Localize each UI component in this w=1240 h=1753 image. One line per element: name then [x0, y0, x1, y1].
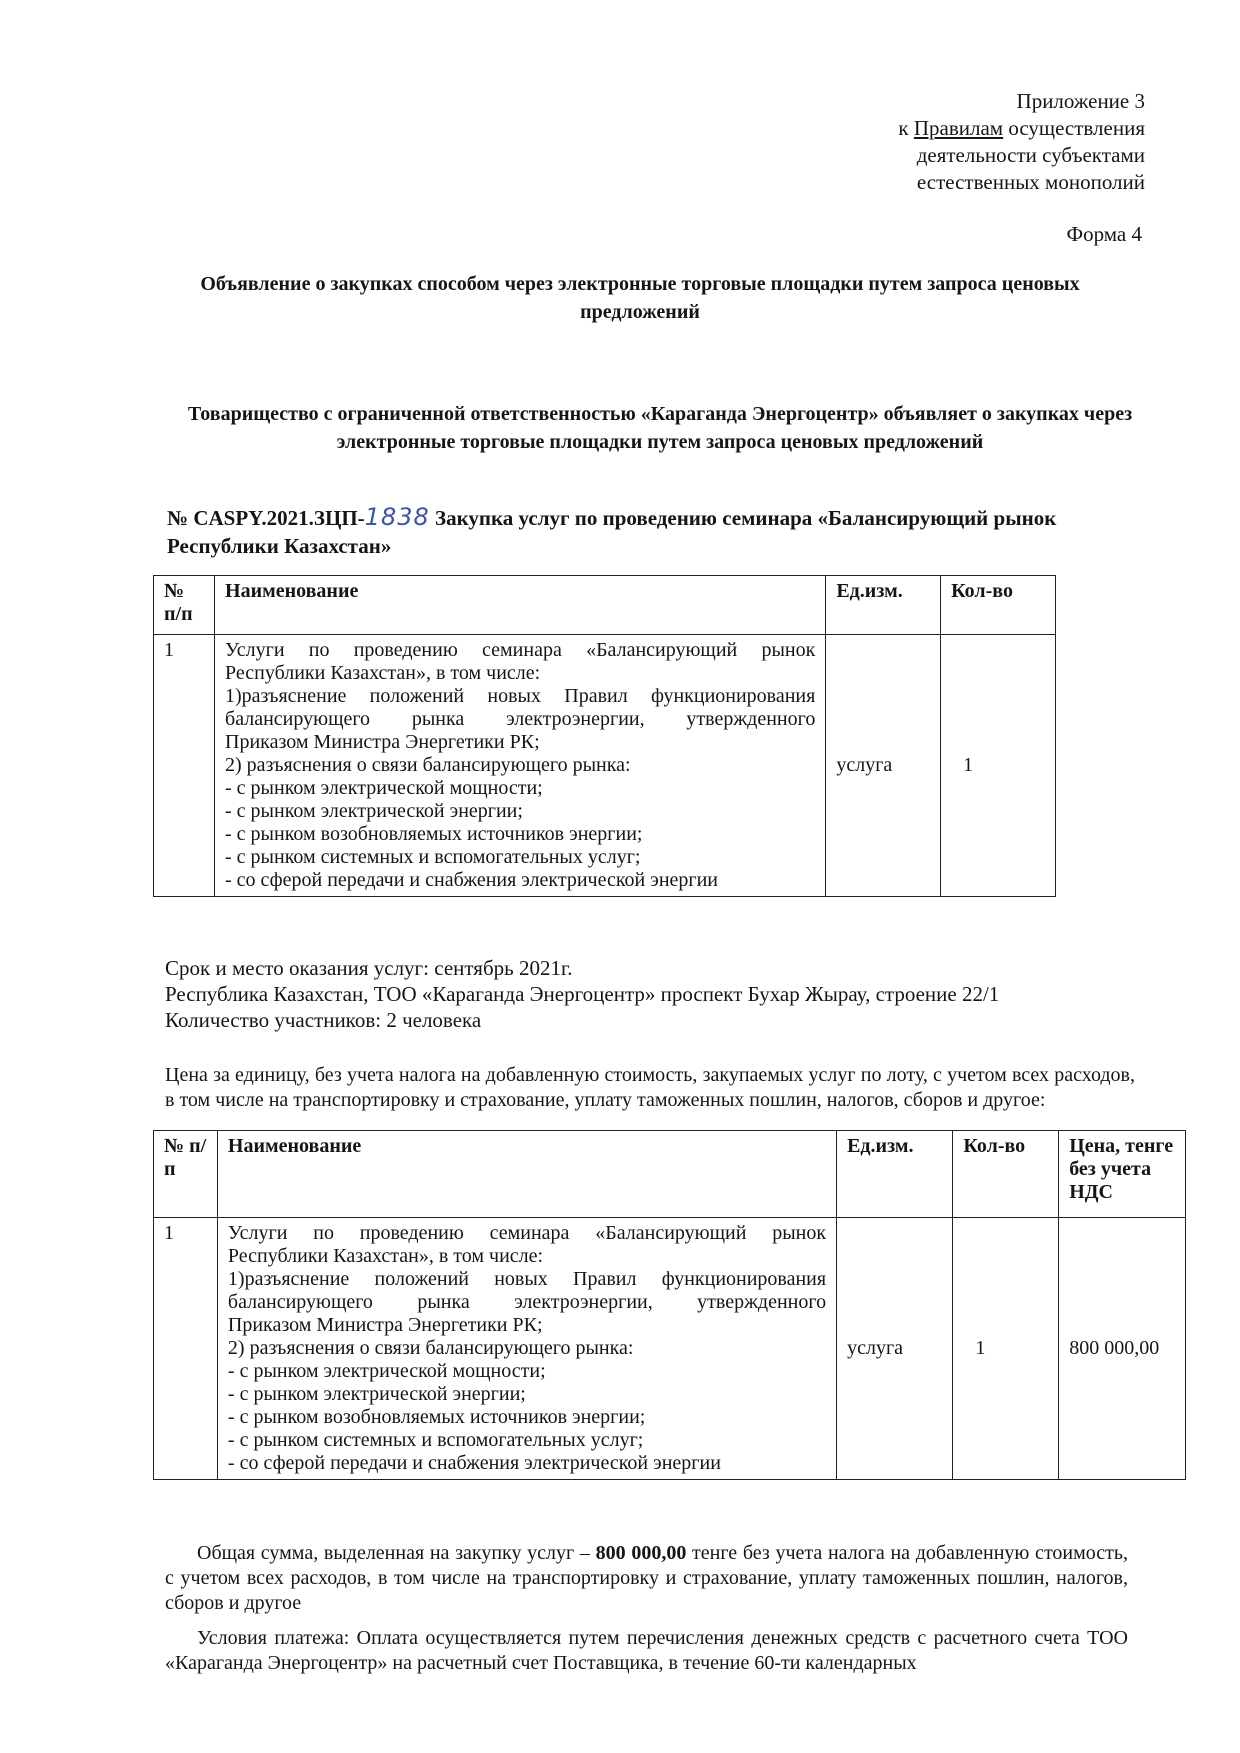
- total-suffix: тенге без учета налога на добавленную стоимость, с учетом всех расходов, в том числе на транспортировку и страхование, уплату таможенных пошлин, налогов, сборов и другое: [165, 1542, 1129, 1614]
- service-terms: [165, 955, 1135, 1033]
- col-price-header: Цена, тенге без учета НДС: [1059, 1131, 1186, 1218]
- col-name-header: Наименование: [215, 576, 826, 635]
- appendix-suffix: осуществления: [1003, 116, 1145, 140]
- form-number: Форма 4: [1066, 222, 1142, 246]
- desc-line: - с рынком возобновляемых источников энергии;: [225, 823, 643, 845]
- desc-line: балансирующего рынка электроэнергии, утвержденного: [227, 1291, 827, 1313]
- row-qty: 1: [953, 1218, 1059, 1480]
- row-unit: услуга: [826, 635, 941, 897]
- appendix-prefix: к: [898, 116, 914, 140]
- table-row: [154, 1218, 1186, 1480]
- desc-line: 1)разъяснение положений новых Правил функционирования: [225, 685, 816, 707]
- desc-line: - с рынком системных и вспомогательных услуг;: [225, 846, 641, 868]
- rules-link[interactable]: Правилам: [913, 116, 1004, 140]
- table-header-row: [154, 1131, 1186, 1218]
- col-unit-header: Ед.изм.: [837, 1131, 953, 1218]
- desc-line: - со сферой передачи и снабжения электрической энергии: [227, 1452, 721, 1474]
- appendix-note: [785, 88, 1145, 196]
- desc-line: 2) разъяснения о связи балансирующего рынка:: [227, 1337, 634, 1359]
- total-amount-paragraph: [165, 1541, 1128, 1616]
- document-title: Объявление о закупках способом через электронные торговые площадки путем запроса ценовых предложений: [200, 273, 1080, 323]
- total-amount: 800 000,00: [595, 1542, 687, 1564]
- appendix-line-3: деятельности субъектами: [916, 143, 1145, 167]
- total-prefix: Общая сумма, выделенная на закупку услуг –: [197, 1542, 596, 1564]
- col-name-header: Наименование: [217, 1131, 836, 1218]
- lot-prefix: № CASPY.2021.ЗЦП-: [167, 506, 365, 530]
- desc-line: Приказом Министра Энергетики РК;: [225, 731, 540, 753]
- row-num: 1: [154, 635, 215, 897]
- col-qty-header: Кол-во: [941, 576, 1056, 635]
- appendix-line-4: естественных монополий: [916, 170, 1145, 194]
- appendix-line-2: [785, 115, 1145, 142]
- col-num-header: № п/п: [154, 576, 215, 635]
- appendix-line-1: Приложение 3: [1016, 89, 1145, 113]
- table-row: [154, 635, 1056, 897]
- terms-date: Срок и место оказания услуг: сентябрь 2021г.: [165, 956, 573, 980]
- desc-line: - с рынком электрической энергии;: [225, 800, 523, 822]
- desc-line: - с рынком электрической мощности;: [227, 1360, 546, 1382]
- desc-line: - со сферой передачи и снабжения электрической энергии: [225, 869, 719, 891]
- price-intro: Цена за единицу, без учета налога на добавленную стоимость, закупаемых услуг по лоту, с учетом всех расходов, в том числе на транспортировку и страхование, уплату таможенных пошлин, налогов, сборов и другое:: [165, 1064, 1135, 1111]
- desc-line: Услуги по проведению семинара «Балансирующий рынок: [227, 1222, 827, 1244]
- desc-line: Приказом Министра Энергетики РК;: [227, 1314, 543, 1336]
- lot-heading: [167, 503, 1157, 560]
- col-qty-header: Кол-во: [953, 1131, 1059, 1218]
- row-unit: услуга: [837, 1218, 953, 1480]
- desc-line: 2) разъяснения о связи балансирующего рынка:: [225, 754, 631, 776]
- price-table: [153, 1130, 1186, 1480]
- organization-statement: Товарищество с ограниченной ответственностью «Караганда Энергоцентр» объявляет о закупках через электронные торговые площадки путем запроса ценовых предложений: [187, 403, 1133, 453]
- row-qty: 1: [941, 635, 1056, 897]
- col-unit-header: Ед.изм.: [826, 576, 941, 635]
- desc-line: Республики Казахстан», в том числе:: [225, 662, 541, 684]
- payment-terms: Условия платежа: Оплата осуществляется путем перечисления денежных средств с расчетного счета ТОО «Караганда Энергоцентр» на расчетный счет Поставщика, в течение 60-ти календарных: [165, 1627, 1128, 1674]
- row-description: [215, 635, 826, 897]
- terms-place: Республика Казахстан, ТОО «Караганда Энергоцентр» проспект Бухар Жырау, строение 22/1: [165, 982, 1000, 1006]
- desc-line: - с рынком возобновляемых источников энергии;: [227, 1406, 646, 1428]
- terms-participants: Количество участников: 2 человека: [165, 1008, 482, 1032]
- desc-line: Услуги по проведению семинара «Балансирующий рынок: [225, 639, 816, 661]
- desc-line: 1)разъяснение положений новых Правил функционирования: [227, 1268, 827, 1290]
- desc-line: Республики Казахстан», в том числе:: [227, 1245, 544, 1267]
- items-table: [153, 575, 1056, 897]
- desc-line: - с рынком электрической мощности;: [225, 777, 543, 799]
- row-description: [217, 1218, 836, 1480]
- row-num: 1: [154, 1218, 218, 1480]
- lot-number-handwritten: 1838: [364, 503, 430, 531]
- lot-text: Закупка услуг по проведению семинара «Балансирующий рынок Республики Казахстан»: [167, 506, 1057, 558]
- desc-line: - с рынком электрической энергии;: [227, 1383, 526, 1405]
- col-num-header: № п/п: [154, 1131, 218, 1218]
- row-price: 800 000,00: [1059, 1218, 1186, 1480]
- desc-line: - с рынком системных и вспомогательных услуг;: [227, 1429, 644, 1451]
- table-header-row: [154, 576, 1056, 635]
- desc-line: балансирующего рынка электроэнергии, утвержденного: [225, 708, 816, 730]
